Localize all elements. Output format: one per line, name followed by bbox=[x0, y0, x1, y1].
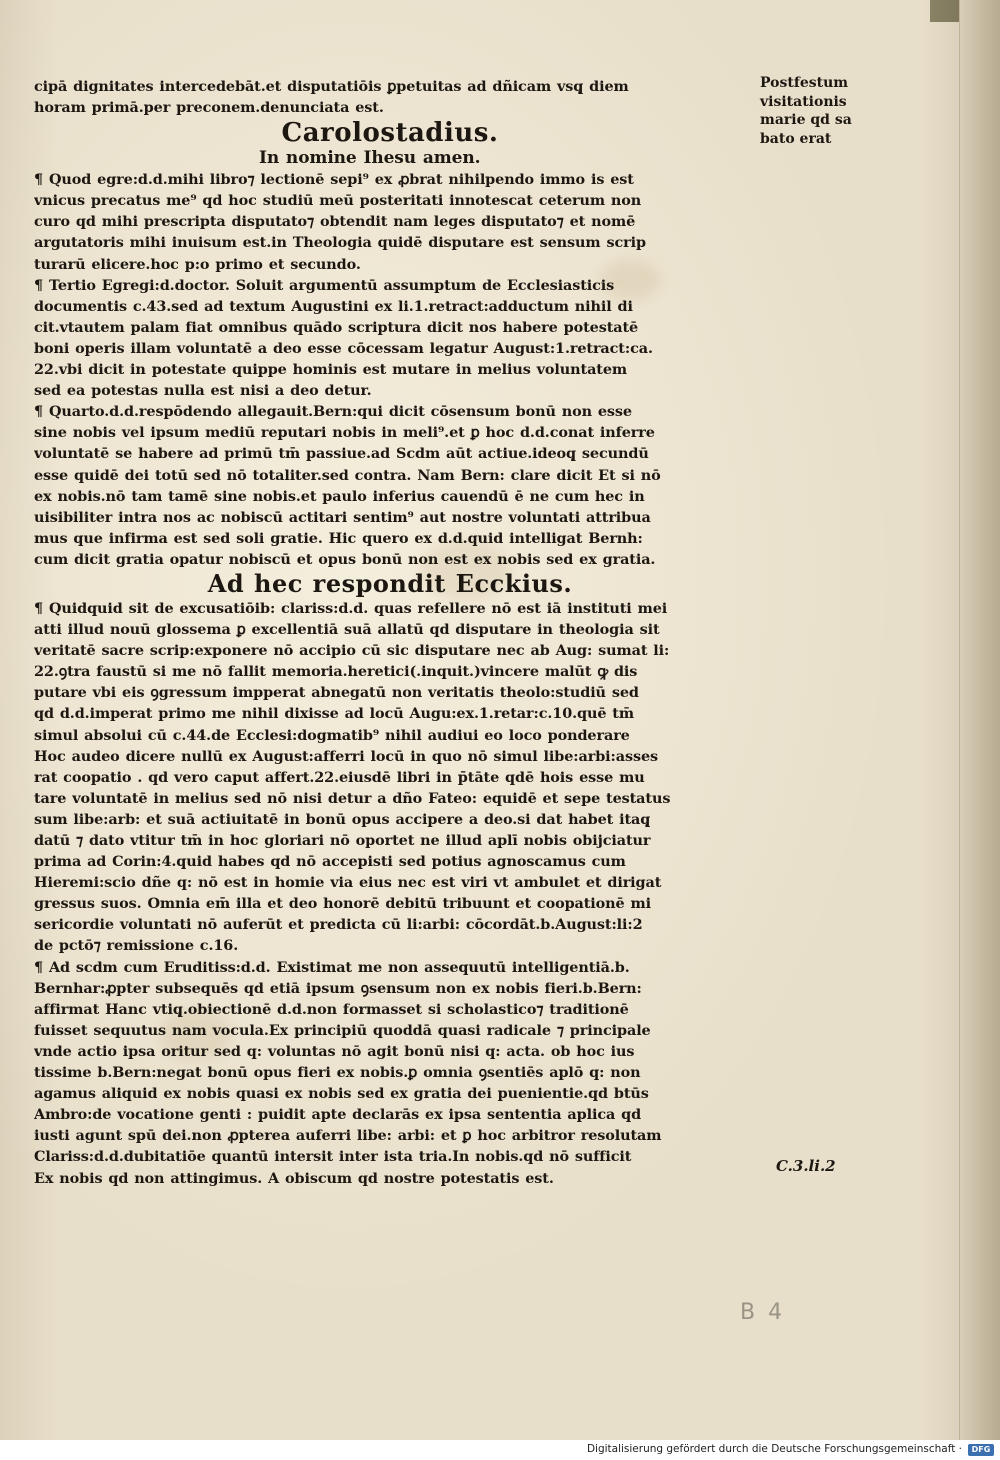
text-line: 22.vbi dicit in potestate quippe hominis est mutare in melius voluntatem bbox=[34, 361, 628, 379]
text-line: sed ea potestas nulla est nisi a deo detur. bbox=[34, 382, 372, 400]
text-line: veritatē sacre scrip:exponere nō accipio cū sic disputare nec ab Aug: sumat li: bbox=[34, 642, 670, 660]
text-line: de pctō⁊ remissione c.16. bbox=[34, 937, 239, 955]
text-line: tissime b.Bern:negat bonū opus fieri ex nobis.ꝑ omnia ꝯsentiēs aplō q: non bbox=[34, 1064, 641, 1082]
margin-note bbox=[760, 74, 890, 148]
text-line: Ambro:de vocatione genti : puidit apte declarās ex ipsa sententia aplica qd bbox=[34, 1106, 642, 1124]
margin-reference: C.3.li.2 bbox=[776, 1157, 836, 1175]
text-line: mus que infirma est sed soli gratie. Hic quero ex d.d.quid intelligat Bernh: bbox=[34, 529, 643, 547]
speaker-heading-carolostadius: Carolostadius. bbox=[281, 118, 499, 149]
pencil-signature-mark: B 4 bbox=[740, 1300, 786, 1325]
text-line: ¶ Quod egre:d.d.mihi libro⁊ lectionē sepi⁹ ex ꝓbrat nihilpendo immo is est bbox=[34, 171, 634, 189]
text-line: cipā dignitates intercedebāt.et disputatiōis ꝑpetuitas ad dñicam vsq̨ diem bbox=[34, 78, 629, 95]
text-line: argutatoris mihi inuisum est.in Theologia quidē disputare est sensum scrip bbox=[34, 234, 646, 252]
text-line: fuisset sequutus nam vocula.Ex principiū quoddā quasi radicale ⁊ principale bbox=[34, 1021, 651, 1039]
text-line: qd d.d.imperat primo me nihil dixisse ad locū Augu:ex.1.retar:c.10.quē tm̄ bbox=[34, 705, 634, 723]
text-line: affirmat Hanc vtiq̨.obiectionē d.d.non formasset si scholastico⁊ traditionē bbox=[34, 1000, 629, 1018]
footer-credit-text: Digitalisierung gefördert durch die Deutsche Forschungsgemeinschaft · bbox=[586, 1443, 962, 1455]
text-line: boni operis illam voluntatē a deo esse cōcessam legatur August:1.retract:ca. bbox=[34, 339, 653, 357]
text-line: sum libe:arb: et suā actiuitatē in bonū opus accipere a deo.si dat habet itaq̨ bbox=[34, 810, 651, 828]
page-edge bbox=[959, 0, 1000, 1440]
text-line: cum dicit gratia opatur nobiscū et opus bonū non est ex nobis sed ex gratia. bbox=[34, 550, 656, 568]
text-line: Bernhar:ꝓpter subsequēs qd etiā ipsum ꝯsensum non ex nobis fieri.b.Bern: bbox=[34, 979, 642, 997]
text-line: vnde actio ipsa oritur sed q: voluntas nō agit bonū nisi q: acta. ob hoc ius bbox=[34, 1042, 635, 1060]
digitization-footer bbox=[0, 1440, 1000, 1460]
speaker-heading-ecckius: Ad hec respondit Ecckius. bbox=[207, 568, 573, 598]
text-line: iusti agunt spū dei.non ꝓpterea auferri libe: arbi: et ꝑ hoc arbitror resolutam bbox=[34, 1127, 662, 1145]
invocation-heading: In nomine Ihesu amen. bbox=[259, 148, 481, 169]
text-line: sine nobis vel ipsum mediū reputari nobis in meli⁹.et ꝑ hoc d.d.conat inferre bbox=[34, 424, 655, 442]
text-line: turarū elicere.hoc p:o primo et secundo. bbox=[34, 255, 361, 273]
text-line: Ex nobis qd non attingimus. A obiscum qd nostre potestatis est. bbox=[34, 1169, 554, 1187]
text-line: gressus suos. Omnia em̄ illa et deo honorē debitū tribuunt et coopationē mi bbox=[34, 895, 651, 913]
text-line: curo qd mihi prescripta disputato⁊ obtendit nam leges disputato⁊ et nomē bbox=[34, 213, 636, 231]
margin-note-line: marie qd sa bbox=[760, 112, 852, 128]
text-line: rat coopatio . qd vero caput affert.22.eiusdē libri in p̄tāte qdē hois esse mu bbox=[34, 768, 645, 786]
text-line: ¶ Quidquid sit de excusatiōib: clariss:d.d. quas refellere nō est iā instituti mei bbox=[34, 599, 668, 617]
text-line: Clariss:d.d.dubitatiōe quantū intersit inter ista tria.In nobis.qd nō sufficit bbox=[34, 1148, 632, 1166]
text-line: 22.ꝯtra faustū si me nō fallit memoria.heretici(.inquit.)vincere malūt ꝙ dis bbox=[34, 663, 638, 681]
margin-note-line: bato erat bbox=[760, 130, 832, 147]
text-line: datū ⁊ dato vtitur tm̄ in hoc gloriari nō oportet ne illud aplī nobis obijciatur bbox=[34, 832, 651, 849]
text-line: putare vbi eis ꝯgressum impperat abnegatū non veritatis theolo:studiū sed bbox=[34, 684, 639, 702]
text-line: esse quidē dei totū sed nō totaliter.sed contra. Nam Bern: clare dicit Et si nō bbox=[34, 466, 661, 484]
text-line: sericordie voluntati nō auferūt et predicta cū li:arbi: cōcordāt.b.August:li:2 bbox=[34, 916, 643, 934]
text-line: simul absolui cū c.44.de Ecclesi:dogmatib⁹ nihil audiui eo loco ponderare bbox=[34, 726, 630, 744]
text-line: agamus aliquid ex nobis quasi ex nobis sed ex gratia dei puenientie.qd btūs bbox=[34, 1085, 649, 1103]
text-line: ex nobis.nō tam tamē sine nobis.et paulo inferius cauendū ē ne cum hec in bbox=[34, 487, 645, 505]
text-line: voluntatē se habere ad primū tm̄ passiue.ad Scdm aūt actiue.ideoq̨ secundū bbox=[34, 445, 649, 463]
text-line: ¶ Quarto.d.d.respōdendo allegauit.Bern:qui dicit cōsensum bonū non esse bbox=[34, 403, 632, 421]
dfg-logo: DFG bbox=[968, 1444, 994, 1456]
margin-note-line: Postfestum bbox=[760, 75, 849, 91]
text-line: documentis c.43.sed ad textum Augustini ex li.1.retract:adductum nihil di bbox=[34, 297, 633, 315]
text-line: horam primā.per preconem.denunciata est. bbox=[34, 99, 384, 117]
text-line: ¶ Ad scdm cum Eruditiss:d.d. Existimat me non assequutū intelligentiā.b. bbox=[34, 958, 630, 976]
text-line: cit.vtautem palam fiat omnibus quādo scriptura dicit nos habere potestatē bbox=[34, 318, 639, 336]
main-text-column bbox=[34, 76, 746, 1189]
text-line: tare voluntatē in melius sed nō nisi detur a dño Fateo: equidē et sepe testatus bbox=[34, 789, 671, 807]
text-line: atti illud nouū glossema ꝑ excellentiā suā allatū qd disputare in theologia sit bbox=[34, 621, 660, 639]
margin-note-line: visitationis bbox=[760, 93, 847, 110]
text-line: ¶ Tertio Egregi:d.doctor. Soluit argumentū assumptum de Ecclesiasticis bbox=[34, 276, 615, 294]
text-line: Hieremi:scio dñe q: nō est in homie via eius nec est viri vt ambulet et dirigat bbox=[34, 874, 662, 892]
text-line: prima ad Corin:4.quid habes qd nō accepisti sed potius agnoscamus cum bbox=[34, 853, 626, 871]
text-line: Hoc audeo dicere nullū ex August:afferri locū in quo nō simul libe:arbi:asses bbox=[34, 747, 659, 765]
text-line: vnicus precatus me⁹ qd hoc studiū meū posteritati innotescat ceterum non bbox=[34, 192, 642, 210]
text-line: uisibiliter intra nos ac nobiscū actitari sentim⁹ aut nostre voluntati attribua bbox=[34, 508, 651, 526]
